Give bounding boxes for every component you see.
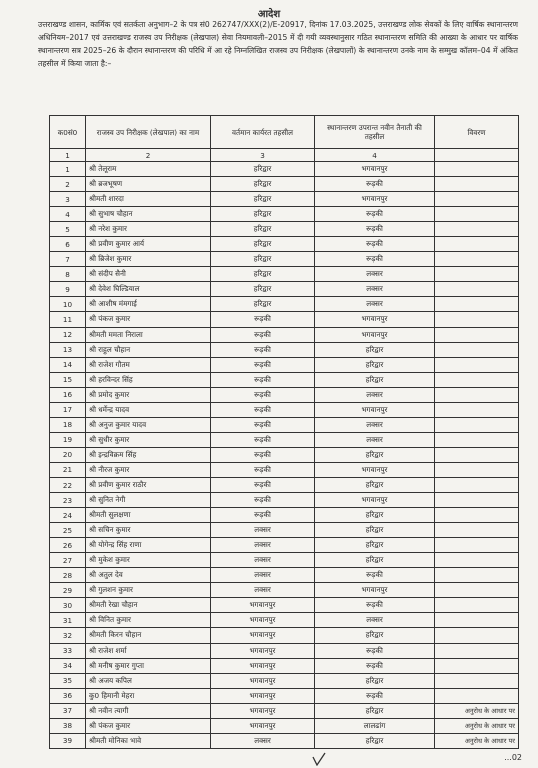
table-row (50, 613, 519, 628)
table-row (50, 508, 519, 523)
table-row (50, 493, 519, 508)
cell-name: श्री पंकज कुमार (86, 718, 211, 733)
cell-remarks: अनुरोध के आधार पर (435, 703, 519, 718)
cell-current-tehsil: हरिद्वार (211, 282, 315, 297)
cell-new-tehsil: हरिद्वार (315, 477, 435, 492)
cell-sr: 27 (50, 553, 86, 568)
cell-current-tehsil: रूड़की (211, 387, 315, 402)
transfer-table (49, 115, 519, 749)
cell-current-tehsil: रूड़की (211, 357, 315, 372)
cell-name: श्री राजेश शर्मा (86, 643, 211, 658)
col-number-remarks (435, 149, 519, 162)
cell-sr: 16 (50, 387, 86, 402)
cell-name: श्री ब्रजभूषण (86, 177, 211, 192)
cell-new-tehsil: हरिद्वार (315, 703, 435, 718)
cell-name: श्रीमती मोनिका भावे (86, 733, 211, 748)
cell-name: श्री योगेन्द्र सिंह राणा (86, 538, 211, 553)
table-row (50, 402, 519, 417)
cell-remarks (435, 493, 519, 508)
cell-remarks (435, 643, 519, 658)
cell-name: श्रीमती शारदा (86, 192, 211, 207)
cell-sr: 3 (50, 192, 86, 207)
cell-sr: 17 (50, 402, 86, 417)
cell-new-tehsil: हरिद्वार (315, 508, 435, 523)
cell-sr: 28 (50, 568, 86, 583)
header-current-tehsil: वर्तमान कार्यरत तहसील (211, 116, 315, 149)
cell-sr: 23 (50, 493, 86, 508)
cell-name: श्री सुनित नेगी (86, 493, 211, 508)
cell-name: श्री मुकेश कुमार (86, 553, 211, 568)
table-row (50, 673, 519, 688)
cell-remarks (435, 583, 519, 598)
table-row (50, 598, 519, 613)
cell-new-tehsil: रूड़की (315, 643, 435, 658)
cell-new-tehsil: रूड़की (315, 177, 435, 192)
cell-sr: 7 (50, 252, 86, 267)
cell-remarks (435, 162, 519, 177)
cell-current-tehsil: भगवानपुर (211, 628, 315, 643)
cell-name: श्री ब्रिजेश कुमार (86, 252, 211, 267)
col-number-current: 3 (211, 149, 315, 162)
cell-sr: 24 (50, 508, 86, 523)
cell-sr: 30 (50, 598, 86, 613)
cell-name: श्री प्रवीण कुमार आर्य (86, 237, 211, 252)
table-row (50, 282, 519, 297)
cell-current-tehsil: रूड़की (211, 432, 315, 447)
table-row (50, 643, 519, 658)
cell-sr: 25 (50, 523, 86, 538)
cell-sr: 36 (50, 688, 86, 703)
cell-sr: 35 (50, 673, 86, 688)
col-number-name: 2 (86, 149, 211, 162)
cell-name: श्री गुलशन कुमार (86, 583, 211, 598)
cell-remarks: अनुरोध के आधार पर (435, 718, 519, 733)
cell-sr: 33 (50, 643, 86, 658)
cell-name: श्री पंकज कुमार (86, 312, 211, 327)
cell-sr: 10 (50, 297, 86, 312)
cell-remarks (435, 282, 519, 297)
cell-current-tehsil: हरिद्वार (211, 222, 315, 237)
column-number-row (50, 149, 519, 162)
cell-sr: 29 (50, 583, 86, 598)
cell-remarks (435, 568, 519, 583)
cell-remarks (435, 207, 519, 222)
cell-new-tehsil: लक्सर (315, 417, 435, 432)
cell-new-tehsil: रूड़की (315, 658, 435, 673)
order-intro-paragraph: उत्तराखण्ड शासन, कार्मिक एवं सतर्कता अनुभाग–2 के पत्र सं0 262747/XXX(2)/E-20917, दिनांक 17.03.2025, उत्तराखण्ड लोक सेवकों के लिए वार्षिक स्थानान्तरण अधिनियम–2017 एवं उत्तराखण्ड राजस्व उप निरीक्षक (लेखपाल) सेवा नियमावली–2015 में दी गयी व्यवस्थानुसार गठित स्थानान्तरण समिति की आख्या के आधार पर वार्षिक स्थानान्तरण सत्र 2025–26 के दौरान स्थानान्तरण की परिधि में आ रहे निम्नलिखित राजस्व उप निरीक्षक (लेखपालों) के स्थानान्तरण उनके नाम के सम्मुख कॉलम–04 में अंकित तहसील में किया जाता है:– (38, 20, 518, 68)
cell-current-tehsil: लक्सर (211, 733, 315, 748)
cell-new-tehsil: रूड़की (315, 252, 435, 267)
cell-name: श्री संदीप सैनी (86, 267, 211, 282)
table-row (50, 477, 519, 492)
cell-name: श्री राजेश गौतम (86, 357, 211, 372)
cell-name: श्री मनीष कुमार गुप्ता (86, 658, 211, 673)
cell-remarks (435, 297, 519, 312)
cell-sr: 1 (50, 162, 86, 177)
table-row (50, 523, 519, 538)
cell-current-tehsil: रूड़की (211, 462, 315, 477)
cell-current-tehsil: हरिद्वार (211, 237, 315, 252)
cell-remarks (435, 192, 519, 207)
table-row (50, 703, 519, 718)
cell-sr: 15 (50, 372, 86, 387)
cell-new-tehsil: भगवानपुर (315, 583, 435, 598)
cell-current-tehsil: लक्सर (211, 523, 315, 538)
cell-remarks (435, 538, 519, 553)
cell-remarks (435, 523, 519, 538)
cell-current-tehsil: भगवानपुर (211, 658, 315, 673)
header-remarks: विवरण (435, 116, 519, 149)
cell-remarks (435, 237, 519, 252)
cell-current-tehsil: हरिद्वार (211, 177, 315, 192)
cell-remarks (435, 613, 519, 628)
table-row (50, 583, 519, 598)
cell-name: कु0 हिमानी मेहरा (86, 688, 211, 703)
cell-current-tehsil: रूड़की (211, 402, 315, 417)
table-row (50, 162, 519, 177)
cell-name: श्री राहुल चौहान (86, 342, 211, 357)
table-row (50, 553, 519, 568)
cell-sr: 6 (50, 237, 86, 252)
cell-current-tehsil: भगवानपुर (211, 688, 315, 703)
cell-name: श्री प्रवीण कुमार राठौर (86, 477, 211, 492)
cell-name: श्री अजय कपिल (86, 673, 211, 688)
cell-new-tehsil: रूड़की (315, 598, 435, 613)
table-row (50, 267, 519, 282)
cell-sr: 11 (50, 312, 86, 327)
table-row (50, 538, 519, 553)
table-row (50, 237, 519, 252)
cell-remarks (435, 402, 519, 417)
cell-sr: 32 (50, 628, 86, 643)
cell-new-tehsil: भगवानपुर (315, 462, 435, 477)
cell-name: श्री विनित कुमार (86, 613, 211, 628)
cell-current-tehsil: रूड़की (211, 342, 315, 357)
cell-sr: 4 (50, 207, 86, 222)
cell-new-tehsil: भगवानपुर (315, 327, 435, 342)
cell-remarks (435, 628, 519, 643)
cell-current-tehsil: हरिद्वार (211, 207, 315, 222)
table-row (50, 372, 519, 387)
cell-new-tehsil: लक्सर (315, 267, 435, 282)
cell-remarks (435, 267, 519, 282)
cell-name: श्री नरेश कुमार (86, 222, 211, 237)
cell-remarks (435, 387, 519, 402)
cell-sr: 22 (50, 477, 86, 492)
cell-current-tehsil: हरिद्वार (211, 297, 315, 312)
cell-sr: 38 (50, 718, 86, 733)
header-name: राजस्व उप निरीक्षक (लेखपाल) का नाम (86, 116, 211, 149)
cell-current-tehsil: लक्सर (211, 553, 315, 568)
cell-new-tehsil: भगवानपुर (315, 192, 435, 207)
cell-sr: 31 (50, 613, 86, 628)
cell-sr: 2 (50, 177, 86, 192)
cell-remarks (435, 688, 519, 703)
table-row (50, 327, 519, 342)
cell-sr: 39 (50, 733, 86, 748)
table-row (50, 688, 519, 703)
cell-sr: 20 (50, 447, 86, 462)
table-row (50, 252, 519, 267)
cell-new-tehsil: लक्सर (315, 432, 435, 447)
cell-remarks (435, 462, 519, 477)
signature-tick (312, 752, 326, 766)
cell-current-tehsil: रूड़की (211, 417, 315, 432)
cell-new-tehsil: लालढांग (315, 718, 435, 733)
cell-name: श्रीमती किरन चौहान (86, 628, 211, 643)
table-row (50, 447, 519, 462)
cell-new-tehsil: हरिद्वार (315, 673, 435, 688)
cell-current-tehsil: भगवानपुर (211, 718, 315, 733)
table-row (50, 462, 519, 477)
cell-current-tehsil: हरिद्वार (211, 252, 315, 267)
cell-new-tehsil: हरिद्वार (315, 342, 435, 357)
cell-name: श्रीमती ममता निराला (86, 327, 211, 342)
table-row (50, 222, 519, 237)
cell-new-tehsil: हरिद्वार (315, 523, 435, 538)
cell-remarks (435, 432, 519, 447)
cell-name: श्री धर्मेन्द्र यादव (86, 402, 211, 417)
table-row (50, 207, 519, 222)
cell-name: श्री अतुल देव (86, 568, 211, 583)
cell-sr: 9 (50, 282, 86, 297)
cell-current-tehsil: रूड़की (211, 493, 315, 508)
cell-remarks (435, 372, 519, 387)
cell-name: श्री सचिन कुमार (86, 523, 211, 538)
cell-name: श्री अनुज कुमार यादव (86, 417, 211, 432)
cell-current-tehsil: भगवानपुर (211, 613, 315, 628)
header-sr: क0सं0 (50, 116, 86, 149)
cell-new-tehsil: हरिद्वार (315, 538, 435, 553)
cell-remarks (435, 342, 519, 357)
cell-sr: 19 (50, 432, 86, 447)
cell-remarks (435, 658, 519, 673)
cell-name: श्री देवेश घिल्डियाल (86, 282, 211, 297)
cell-current-tehsil: रूड़की (211, 447, 315, 462)
table-row (50, 432, 519, 447)
header-new-tehsil: स्थानान्तरण उपरान्त नवीन तैनाती की तहसील (315, 116, 435, 149)
cell-current-tehsil: भगवानपुर (211, 673, 315, 688)
table-row (50, 312, 519, 327)
cell-new-tehsil: लक्सर (315, 613, 435, 628)
cell-name: श्री हरविन्दर सिंह (86, 372, 211, 387)
cell-current-tehsil: रूड़की (211, 327, 315, 342)
col-number-sr: 1 (50, 149, 86, 162)
cell-new-tehsil: हरिद्वार (315, 357, 435, 372)
cell-new-tehsil: लक्सर (315, 297, 435, 312)
order-heading: आदेश (257, 9, 281, 20)
cell-new-tehsil: रूड़की (315, 222, 435, 237)
cell-current-tehsil: लक्सर (211, 568, 315, 583)
cell-sr: 37 (50, 703, 86, 718)
cell-new-tehsil: भगवानपुर (315, 162, 435, 177)
cell-new-tehsil: रूड़की (315, 207, 435, 222)
cell-current-tehsil: भगवानपुर (211, 643, 315, 658)
cell-remarks (435, 417, 519, 432)
cell-name: श्री आशीष मंमगाई (86, 297, 211, 312)
cell-sr: 8 (50, 267, 86, 282)
cell-new-tehsil: रूड़की (315, 688, 435, 703)
cell-remarks (435, 598, 519, 613)
cell-name: श्रीमती रेखा चौहान (86, 598, 211, 613)
cell-sr: 14 (50, 357, 86, 372)
cell-current-tehsil: हरिद्वार (211, 192, 315, 207)
table-row (50, 192, 519, 207)
cell-sr: 18 (50, 417, 86, 432)
cell-name: श्री सुधीर कुमार (86, 432, 211, 447)
cell-sr: 5 (50, 222, 86, 237)
cell-remarks: अनुरोध के आधार पर (435, 733, 519, 748)
cell-new-tehsil: हरिद्वार (315, 733, 435, 748)
cell-remarks (435, 312, 519, 327)
cell-remarks (435, 252, 519, 267)
cell-new-tehsil: भगवानपुर (315, 312, 435, 327)
col-number-new: 4 (315, 149, 435, 162)
cell-sr: 21 (50, 462, 86, 477)
table-row (50, 357, 519, 372)
cell-name: श्री नीरज कुमार (86, 462, 211, 477)
cell-remarks (435, 508, 519, 523)
table-row (50, 658, 519, 673)
table-row (50, 387, 519, 402)
table-row (50, 297, 519, 312)
cell-current-tehsil: रूड़की (211, 477, 315, 492)
cell-remarks (435, 553, 519, 568)
table-row (50, 177, 519, 192)
cell-current-tehsil: लक्सर (211, 583, 315, 598)
cell-name: श्री इन्द्रविक्रम सिंह (86, 447, 211, 462)
cell-new-tehsil: रूड़की (315, 237, 435, 252)
cell-remarks (435, 222, 519, 237)
cell-current-tehsil: रूड़की (211, 508, 315, 523)
cell-new-tehsil: लक्सर (315, 387, 435, 402)
cell-sr: 34 (50, 658, 86, 673)
cell-name: श्री तेलूराम (86, 162, 211, 177)
table-row (50, 342, 519, 357)
table-row (50, 718, 519, 733)
cell-current-tehsil: लक्सर (211, 538, 315, 553)
cell-remarks (435, 447, 519, 462)
cell-new-tehsil: हरिद्वार (315, 447, 435, 462)
table-header-row (50, 116, 519, 149)
cell-new-tehsil: हरिद्वार (315, 553, 435, 568)
cell-remarks (435, 477, 519, 492)
cell-new-tehsil: रूड़की (315, 568, 435, 583)
cell-remarks (435, 177, 519, 192)
cell-current-tehsil: हरिद्वार (211, 162, 315, 177)
cell-name: श्रीमती सुलक्षणा (86, 508, 211, 523)
cell-sr: 12 (50, 327, 86, 342)
cell-sr: 13 (50, 342, 86, 357)
cell-new-tehsil: हरिद्वार (315, 628, 435, 643)
cell-new-tehsil: हरिद्वार (315, 372, 435, 387)
cell-sr: 26 (50, 538, 86, 553)
cell-remarks (435, 327, 519, 342)
cell-current-tehsil: हरिद्वार (211, 267, 315, 282)
table-body (50, 162, 519, 749)
table-row (50, 417, 519, 432)
table-row (50, 628, 519, 643)
cell-name: श्री सुभाष चौहान (86, 207, 211, 222)
table-row (50, 568, 519, 583)
cell-current-tehsil: भगवानपुर (211, 598, 315, 613)
cell-remarks (435, 673, 519, 688)
cell-name: श्री प्रमोद कुमार (86, 387, 211, 402)
page-continuation-marker: ...02 (504, 753, 522, 762)
cell-new-tehsil: भगवानपुर (315, 402, 435, 417)
cell-current-tehsil: भगवानपुर (211, 703, 315, 718)
cell-new-tehsil: लक्सर (315, 282, 435, 297)
cell-current-tehsil: रूड़की (211, 372, 315, 387)
cell-name: श्री नवीन त्यागी (86, 703, 211, 718)
cell-remarks (435, 357, 519, 372)
cell-new-tehsil: भगवानपुर (315, 493, 435, 508)
cell-current-tehsil: रूड़की (211, 312, 315, 327)
table-row (50, 733, 519, 748)
